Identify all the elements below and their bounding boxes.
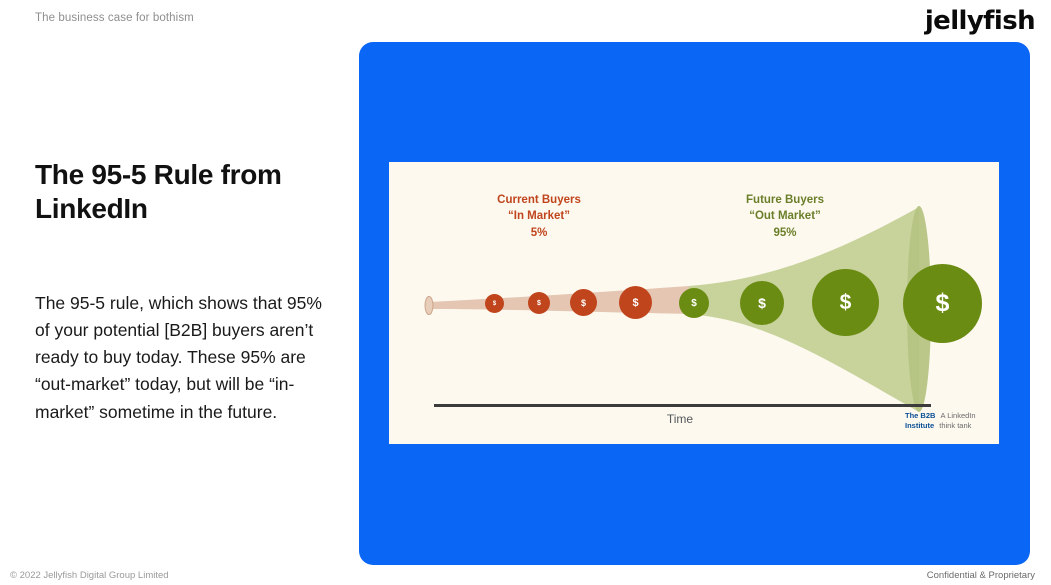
bubble-current-1: $ <box>485 294 504 313</box>
bubble-future-4: $ <box>903 264 982 343</box>
label-current-line3: 5% <box>530 226 548 239</box>
attribution-source-line1: The B2B <box>905 411 936 420</box>
page-title: The 95-5 Rule from LinkedIn <box>35 159 282 225</box>
label-current-buyers <box>449 192 629 241</box>
figure-attribution <box>905 411 991 430</box>
bubble-current-2: $ <box>528 292 550 314</box>
label-future-line2: “Out Market” <box>749 210 821 223</box>
bubble-future-3: $ <box>812 269 879 336</box>
bubble-current-3: $ <box>570 289 597 316</box>
footer-confidentiality: Confidential & Proprietary <box>926 570 1035 581</box>
bubble-future-2: $ <box>740 281 784 325</box>
label-future-buyers <box>695 192 875 241</box>
attribution-source-line2: Institute <box>905 420 935 430</box>
body-paragraph: The 95-5 rule, which shows that 95% of your potential [B2B] buyers aren’t ready to buy today. These 95% are “out-market” today, but will be “in-market” sometime in the future. <box>35 293 322 422</box>
label-current-line2: “In Market” <box>508 210 570 223</box>
label-future-line1: Future Buyers <box>746 194 824 206</box>
attribution-tagline-line2: think tank <box>939 420 972 430</box>
footer-copyright: © 2022 Jellyfish Digital Group Limited <box>10 570 169 581</box>
slide-eyebrow: The business case for bothism <box>35 12 194 24</box>
time-axis-line <box>434 404 931 407</box>
jellyfish-logo: jellyfish <box>924 6 1035 36</box>
label-future-line3: 95% <box>773 226 797 239</box>
label-current-line1: Current Buyers <box>497 194 581 206</box>
attribution-tagline-line1: A LinkedIn <box>940 411 976 420</box>
bubble-future-1: $ <box>679 288 709 318</box>
bubble-current-4: $ <box>619 286 652 319</box>
axis-label-time: Time <box>666 412 694 426</box>
